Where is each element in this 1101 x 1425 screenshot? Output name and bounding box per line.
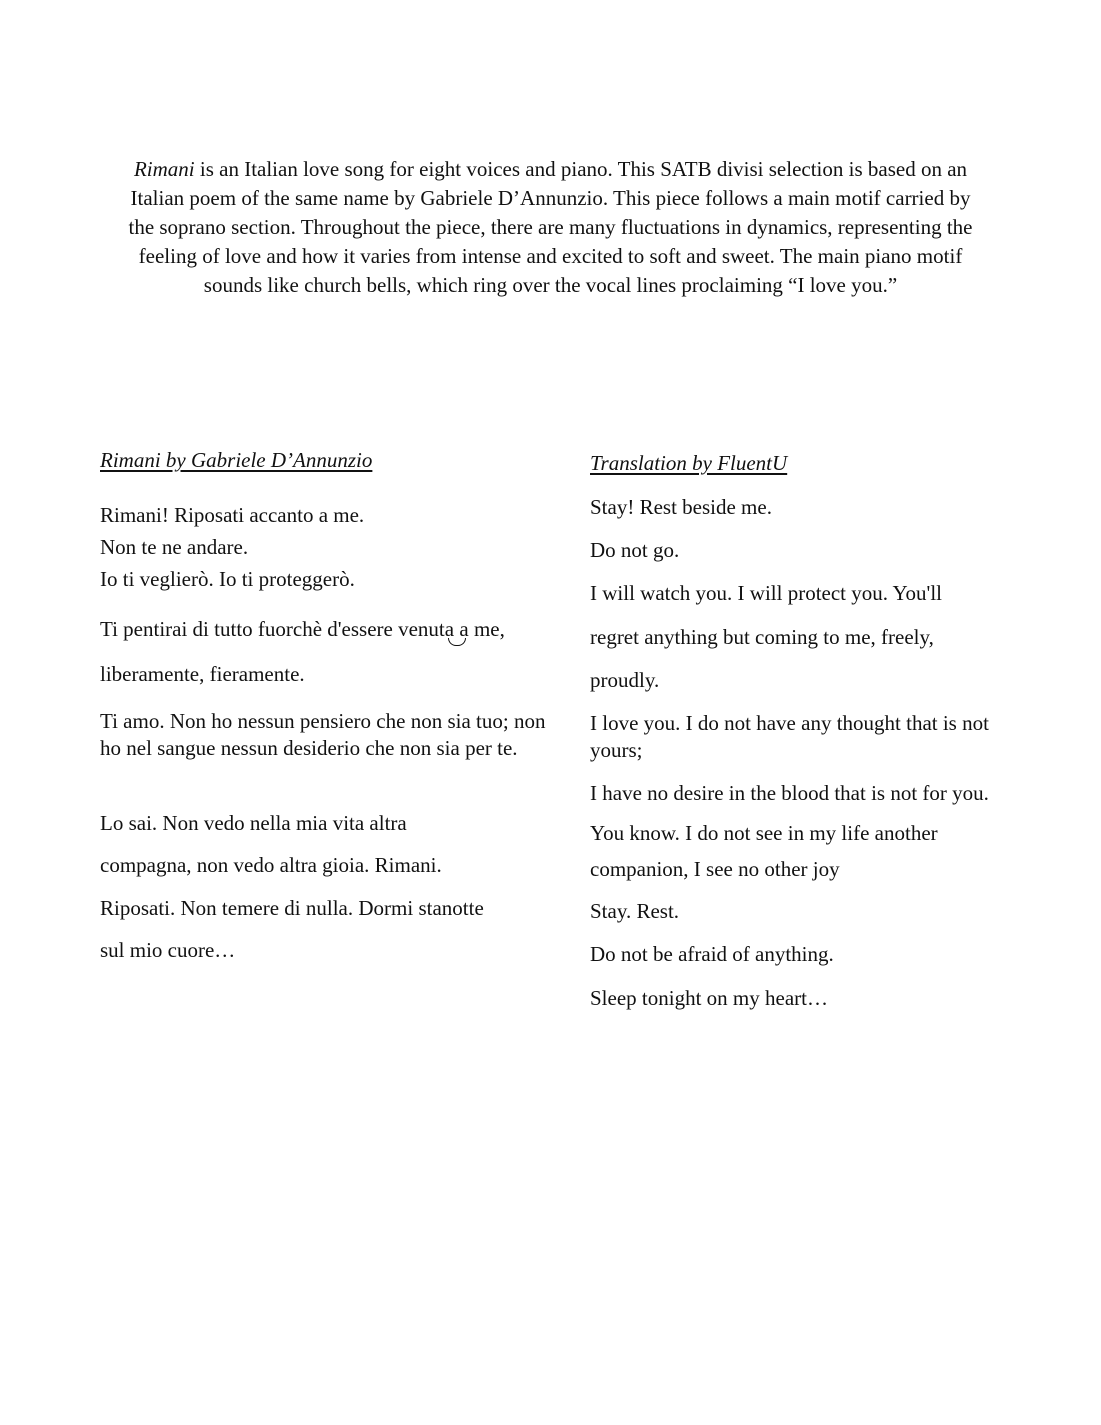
translation-line: Stay! Rest beside me. — [590, 495, 772, 519]
poem-line: Io ti veglierò. Io ti proteggerò. — [100, 567, 355, 591]
tie-mark — [448, 638, 466, 646]
poem-line-part: Ti pentirai di tutto fuorchè d'essere venut — [100, 617, 445, 641]
translation-line: proudly. — [590, 668, 660, 692]
intro-title: Rimani — [133, 157, 195, 181]
translation-line: Do not go. — [590, 538, 680, 562]
translation-heading: Translation by FluentU — [590, 451, 788, 475]
poem-line: Lo sai. Non vedo nella mia vita altra — [100, 811, 407, 835]
elision-tie — [445, 616, 469, 643]
translation-line: Stay. Rest. — [590, 899, 680, 923]
poem-line-part: me, — [468, 617, 505, 641]
translation-line: Do not be afraid of anything. — [590, 942, 834, 966]
poem-heading: Rimani by Gabriele D’Annunzio — [100, 448, 373, 472]
translation-line: I will watch you. I will protect you. You'll — [590, 581, 943, 605]
poem-line: compagna, non vedo altra gioia. Rimani. — [100, 853, 442, 877]
translation-line: You know. I do not see in my life another — [590, 821, 938, 845]
translation-line: companion, I see no other joy — [590, 857, 840, 881]
poem-line: Ti amo. Non ho nessun pensiero che non sia tuo; non ho nel sangue nessun desiderio che non sia per te. — [100, 709, 546, 760]
poem-line-tied — [100, 616, 505, 643]
poem-line: Non te ne andare. — [100, 535, 249, 559]
intro-paragraph — [128, 155, 973, 300]
translation-line: I have no desire in the blood that is not for you. — [590, 781, 989, 805]
translation-line: I love you. I do not have any thought that is not yours; — [590, 711, 989, 762]
translation-line: Sleep tonight on my heart… — [590, 986, 828, 1010]
elided-vowels: a a — [444, 617, 469, 641]
intro-text: is an Italian love song for eight voices and piano. This SATB divisi selection is based on an Italian poem of the same name by Gabriele D’Annunzio. This piece follows a main motif carried by the soprano section. Throughout the piece, there are many fluctuations in dynamics, representing the feeling of love and how it varies from intense and excited to soft and sweet. The main piano motif sounds like church bells, which ring over the vocal lines proclaiming “I love you.” — [128, 157, 973, 297]
poem-line: Riposati. Non temere di nulla. Dormi stanotte — [100, 896, 484, 920]
poem-line: Rimani! Riposati accanto a me. — [100, 503, 365, 527]
poem-line: sul mio cuore… — [100, 938, 236, 962]
poem-line: liberamente, fieramente. — [100, 662, 305, 686]
translation-line: regret anything but coming to me, freely, — [590, 625, 934, 649]
